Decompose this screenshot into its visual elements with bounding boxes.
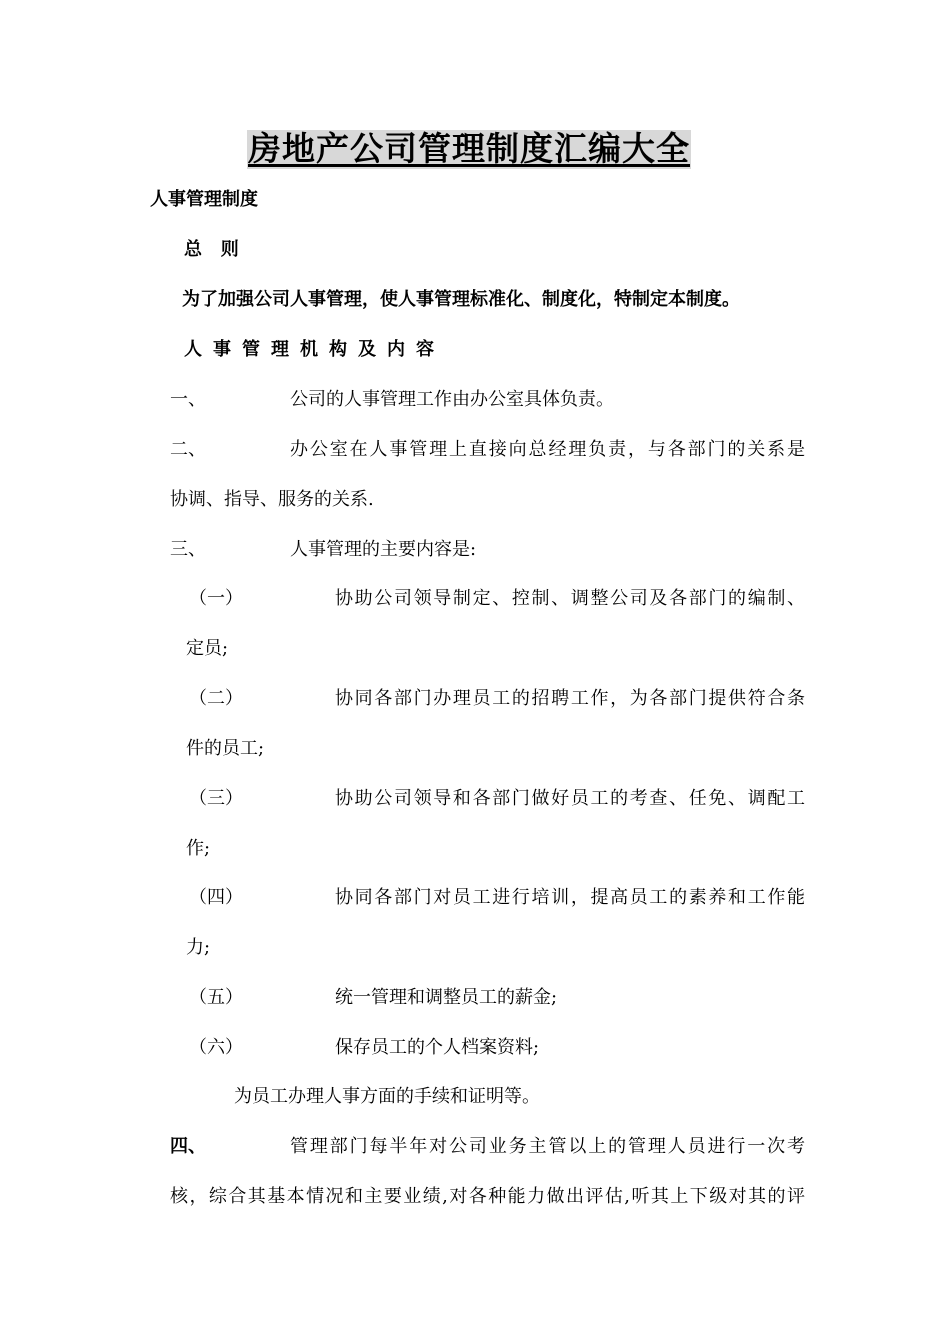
intro-paragraph: 为了加强公司人事管理，使人事管理标准化、制度化，特制定本制度。 [182,289,740,310]
subitem-continuation: 作; [186,838,211,859]
subitem-number: （五） [189,987,243,1008]
subitem-continuation: 力; [186,937,211,958]
item-number: 二、 [170,439,206,460]
extra-line: 为员工办理人事方面的手续和证明等。 [234,1086,540,1107]
item-number: 四、 [170,1136,206,1157]
subitem-continuation: 件的员工; [186,738,265,759]
subitem-text: 统一管理和调整员工的薪金; [335,987,558,1008]
subitem-number: （二） [189,688,243,709]
org-heading: 人事管理机构及内容 [184,339,445,360]
item-number: 一、 [170,389,206,410]
section-heading: 人事管理制度 [150,189,258,210]
general-heading: 总 则 [184,239,239,260]
document-title: 房地产公司管理制度汇编大全 [248,129,690,168]
item-text: 人事管理的主要内容是: [290,539,477,560]
item-text: 公司的人事管理工作由办公室具体负责。 [290,389,614,410]
subitem-text: 协助公司领导和各部门做好员工的考查、任免、调配工 [335,788,805,809]
subitem-number: （六） [189,1037,243,1058]
subitem-number: （三） [189,788,243,809]
subitem-text: 协同各部门办理员工的招聘工作，为各部门提供符合条 [335,688,805,709]
subitem-text: 协同各部门对员工进行培训，提高员工的素养和工作能 [335,887,805,908]
subitem-text: 保存员工的个人档案资料; [335,1037,540,1058]
subitem-text: 协助公司领导制定、控制、调整公司及各部门的编制、 [335,588,805,609]
subitem-continuation: 定员; [186,638,229,659]
subitem-number: （一） [189,588,243,609]
item-continuation: 协调、指导、服务的关系. [170,489,374,510]
item-continuation: 核，综合其基本情况和主要业绩,对各种能力做出评估,听其上下级对其的评 [170,1186,805,1207]
subitem-number: （四） [189,887,243,908]
item-number: 三、 [170,539,206,560]
item-text: 办公室在人事管理上直接向总经理负责，与各部门的关系是 [290,439,805,460]
item-text: 管理部门每半年对公司业务主管以上的管理人员进行一次考 [290,1136,805,1157]
